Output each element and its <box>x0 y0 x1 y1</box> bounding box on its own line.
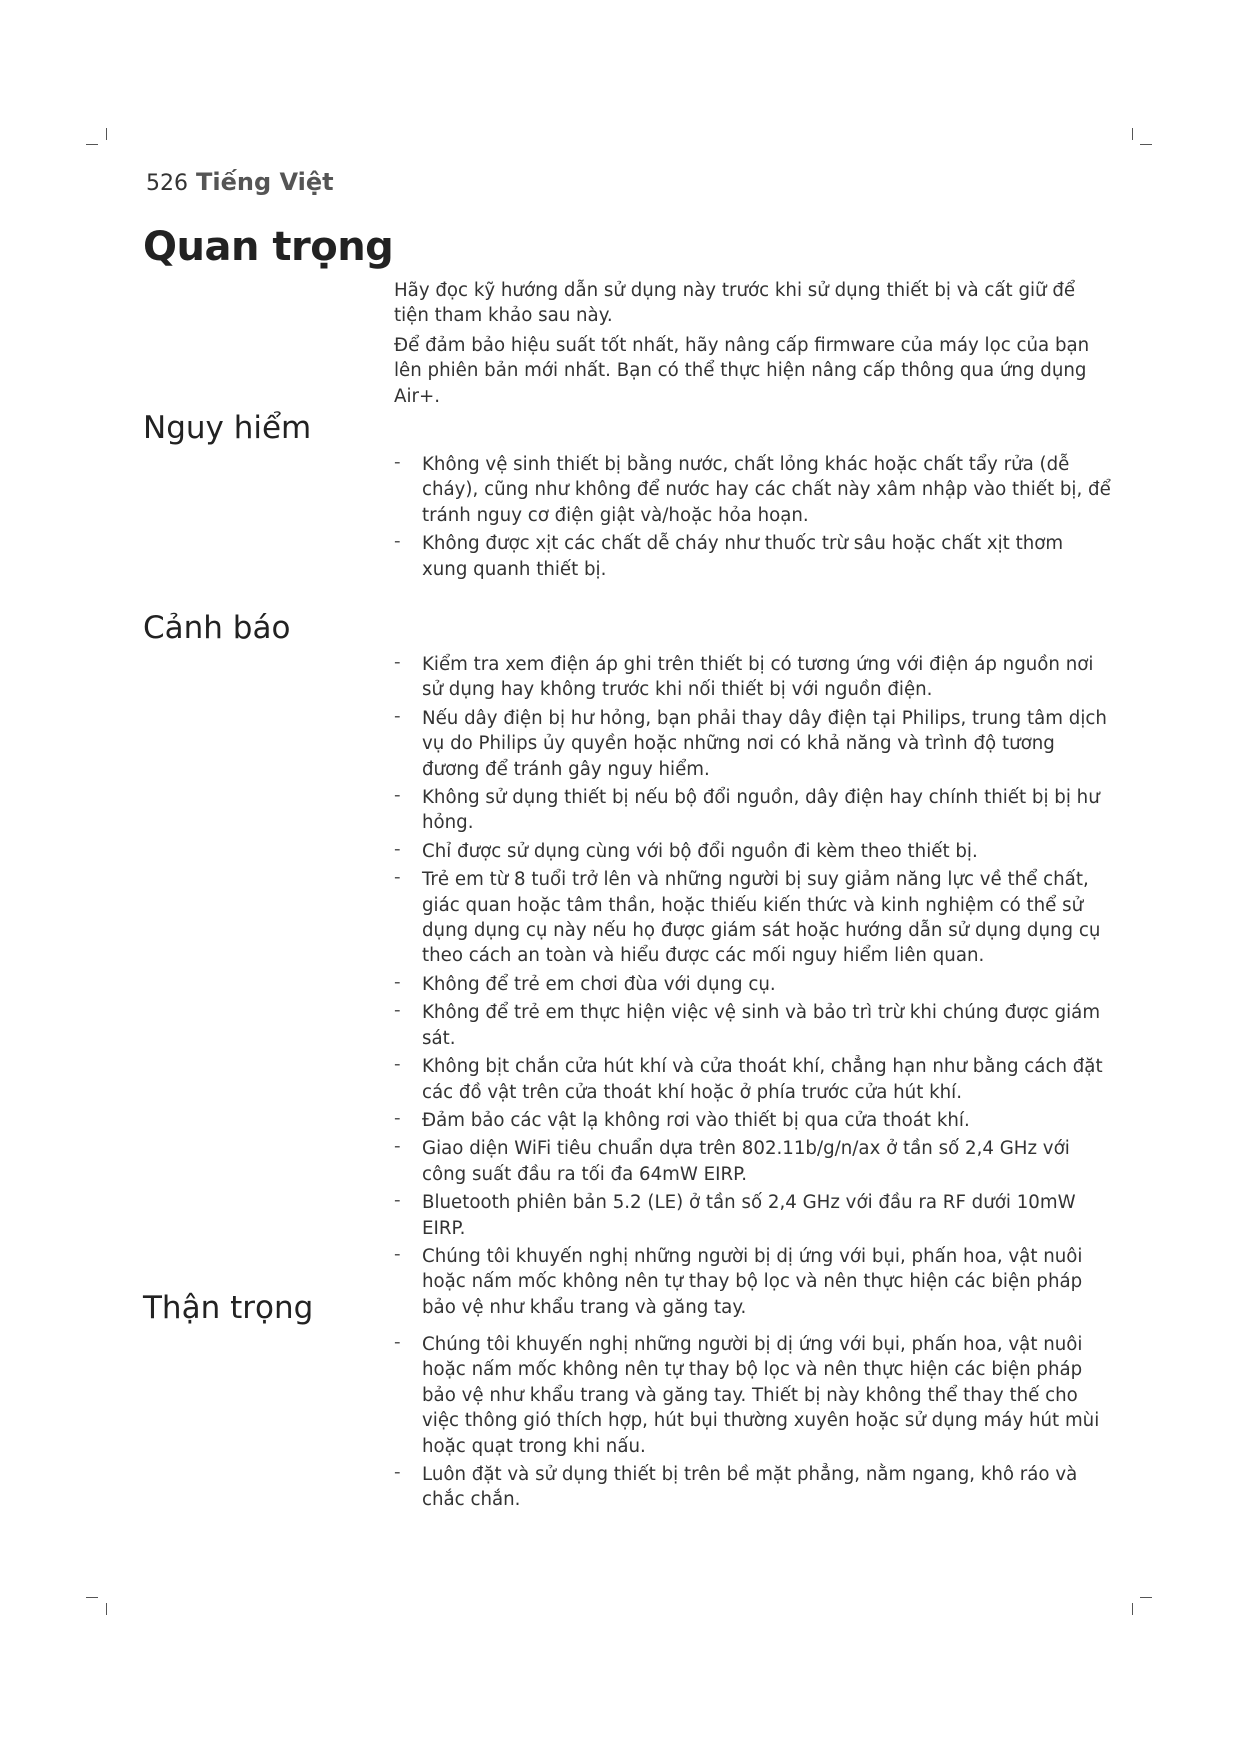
crop-mark-bottom-right-v <box>1132 1603 1133 1615</box>
list-item: - Trẻ em từ 8 tuổi trở lên và những người bị suy giảm năng lực về thể chất, giác quan hoặc tâm thần, hoặc thiếu kiến thức và kinh nghiệm có thể sử dụng dụng cụ này nếu họ được giám sát hoặc hướng dẫn sử dụng dụng cụ theo cách an toàn và hiểu được các mối nguy hiểm liên quan. <box>394 867 1114 969</box>
list-item: - Chỉ được sử dụng cùng với bộ đổi nguồn đi kèm theo thiết bị. <box>394 839 1114 864</box>
crop-mark-bottom-right-h <box>1140 1597 1152 1598</box>
crop-mark-top-right-h <box>1140 144 1152 145</box>
list-item: - Đảm bảo các vật lạ không rơi vào thiết bị qua cửa thoát khí. <box>394 1108 1114 1133</box>
danger-heading: Nguy hiểm <box>143 410 312 446</box>
list-item: - Luôn đặt và sử dụng thiết bị trên bề mặt phẳng, nằm ngang, khô ráo và chắc chắn. <box>394 1462 1114 1513</box>
danger-list <box>394 452 1114 582</box>
list-item: - Chúng tôi khuyến nghị những người bị dị ứng với bụi, phấn hoa, vật nuôi hoặc nấm mốc không nên tự thay bộ lọc và nên thực hiện các biện pháp bảo vệ như khẩu trang và găng tay. <box>394 1244 1114 1320</box>
list-item: - Nếu dây điện bị hư hỏng, bạn phải thay dây điện tại Philips, trung tâm dịch vụ do Philips ủy quyền hoặc những nơi có khả năng và trình độ tương đương để tránh gây nguy hiểm. <box>394 706 1114 782</box>
crop-mark-bottom-left-v <box>106 1603 107 1615</box>
list-item: - Giao diện WiFi tiêu chuẩn dựa trên 802.11b/g/n/ax ở tần số 2,4 GHz với công suất đầu ra tối đa 64mW EIRP. <box>394 1136 1114 1187</box>
crop-mark-bottom-left-h <box>86 1597 98 1598</box>
caution-list <box>394 1332 1114 1513</box>
danger-section <box>394 452 1114 585</box>
list-item: - Không được xịt các chất dễ cháy như thuốc trừ sâu hoặc chất xịt thơm xung quanh thiết bị. <box>394 531 1114 582</box>
caution-heading: Thận trọng <box>143 1290 314 1326</box>
page-header <box>146 168 334 196</box>
warning-section <box>394 652 1114 1323</box>
crop-mark-top-right-v <box>1132 128 1133 140</box>
caution-section <box>394 1332 1114 1516</box>
list-item: - Kiểm tra xem điện áp ghi trên thiết bị có tương ứng với điện áp nguồn nơi sử dụng hay không trước khi nối thiết bị với nguồn điện. <box>394 652 1114 703</box>
list-item: - Không bịt chắn cửa hút khí và cửa thoát khí, chẳng hạn như bằng cách đặt các đồ vật trên cửa thoát khí hoặc ở phía trước cửa hút khí. <box>394 1054 1114 1105</box>
list-item: - Không sử dụng thiết bị nếu bộ đổi nguồn, dây điện hay chính thiết bị bị hư hỏng. <box>394 785 1114 836</box>
list-item: - Không để trẻ em chơi đùa với dụng cụ. <box>394 972 1114 997</box>
list-item: - Chúng tôi khuyến nghị những người bị dị ứng với bụi, phấn hoa, vật nuôi hoặc nấm mốc không nên tự thay bộ lọc và nên thực hiện các biện pháp bảo vệ như khẩu trang và găng tay. Thiết bị này không thể thay thế cho việc thông gió thích hợp, hút bụi thường xuyên hoặc sử dụng máy hút mùi hoặc quạt trong khi nấu. <box>394 1332 1114 1459</box>
list-item: - Bluetooth phiên bản 5.2 (LE) ở tần số 2,4 GHz với đầu ra RF dưới 10mW EIRP. <box>394 1190 1114 1241</box>
crop-mark-top-left-v <box>106 128 107 140</box>
important-heading: Quan trọng <box>143 224 394 270</box>
warning-list <box>394 652 1114 1320</box>
important-section <box>394 278 1114 413</box>
warning-heading: Cảnh báo <box>143 610 291 646</box>
language-label: Tiếng Việt <box>196 168 334 196</box>
list-item: - Không để trẻ em thực hiện việc vệ sinh và bảo trì trừ khi chúng được giám sát. <box>394 1000 1114 1051</box>
list-item: - Không vệ sinh thiết bị bằng nước, chất lỏng khác hoặc chất tẩy rửa (dễ cháy), cũng như không để nước hay các chất này xâm nhập vào thiết bị, để tránh nguy cơ điện giật và/hoặc hỏa hoạn. <box>394 452 1114 528</box>
crop-mark-top-left-h <box>86 144 98 145</box>
important-paragraph: Để đảm bảo hiệu suất tốt nhất, hãy nâng cấp firmware của máy lọc của bạn lên phiên bản mới nhất. Bạn có thể thực hiện nâng cấp thông qua ứng dụng Air+. <box>394 334 1090 407</box>
page-number: 526 <box>146 171 188 196</box>
important-paragraph: Hãy đọc kỹ hướng dẫn sử dụng này trước khi sử dụng thiết bị và cất giữ để tiện tham khảo sau này. <box>394 280 1076 327</box>
